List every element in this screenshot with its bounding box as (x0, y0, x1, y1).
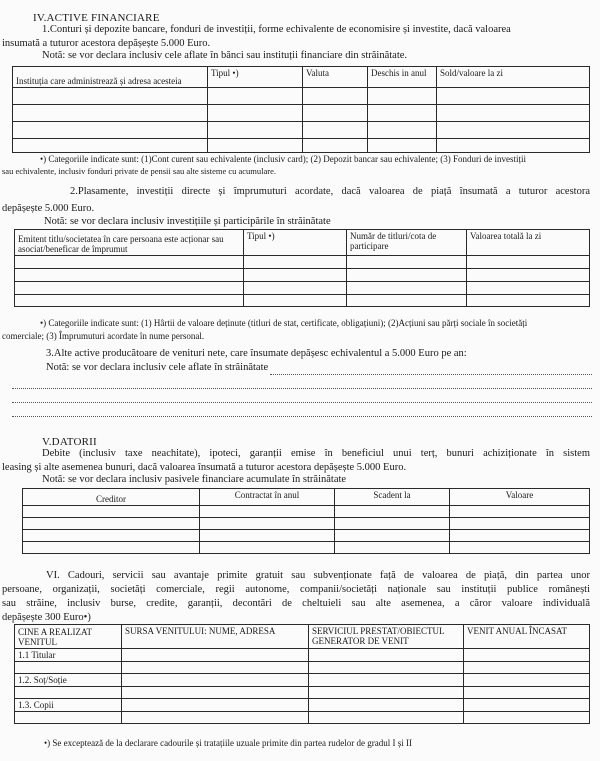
section-iv-p2-note: Notă: se vor declara inclusiv investițiile și participările în străinătate (44, 216, 331, 227)
table-row (15, 687, 590, 699)
input-cell[interactable] (23, 518, 200, 530)
gifts-table (14, 624, 590, 724)
table2-footnote-line2: comerciale; (3) Împrumuturi acordate în nume personal. (2, 331, 205, 341)
input-cell[interactable] (23, 542, 200, 554)
table-row (23, 530, 590, 542)
table-header-row (15, 230, 590, 256)
table-row (13, 122, 590, 139)
input-cell[interactable] (122, 674, 309, 687)
col-header-annual-income: VENIT ANUAL ÎNCASAT (464, 625, 590, 649)
row-label-empty (15, 687, 122, 699)
input-cell[interactable] (464, 687, 590, 699)
table-row (23, 542, 590, 554)
section-iv-p3-note: Notă: se vor declara inclusiv cele aflate în străinătate (46, 362, 269, 373)
input-cell[interactable] (368, 105, 437, 122)
input-cell[interactable] (309, 687, 464, 699)
col-header-total-value: Valoarea totală la zi (467, 230, 590, 256)
table1-footnote-line1: •) Categoriile indicate sunt: (1)Cont curent sau echivalente (inclusiv card); (2) Depozit bancar sau echivalente; (3) Fonduri de investiții (40, 154, 526, 164)
input-cell[interactable] (368, 88, 437, 105)
table-row (13, 139, 590, 153)
section-iv-p3-line1: 3.Alte active producătoare de venituri nete, care însumate depășesc echivalentul a 5.000 Euro pe an: (46, 348, 467, 359)
input-cell[interactable] (309, 662, 464, 674)
table2-footnote-line1: •) Categoriile indicate sunt: (1) Hârtii de valoare deținute (titluri de stat, certificate, obligațiuni); (2)Acțiuni sau părți sociale în societăți (40, 318, 528, 328)
input-cell[interactable] (309, 712, 464, 724)
dotted-input-line[interactable] (12, 416, 592, 417)
col-header-currency: Valuta (303, 67, 368, 88)
input-cell[interactable] (450, 530, 590, 542)
input-cell[interactable] (303, 105, 368, 122)
col-header-issuer: Emitent titlu/societatea în care persoana este acționar sau asociat/beneficar de împrumut (15, 230, 244, 256)
table-header-row (13, 67, 590, 88)
input-cell[interactable] (13, 122, 208, 139)
table-row (23, 518, 590, 530)
input-cell[interactable] (200, 506, 335, 518)
dotted-input-line[interactable] (12, 388, 592, 389)
row-label-empty (15, 662, 122, 674)
input-cell[interactable] (244, 269, 347, 282)
input-cell[interactable] (23, 530, 200, 542)
input-cell[interactable] (15, 269, 244, 282)
row-label-titular: 1.1 Titular (15, 649, 122, 662)
input-cell[interactable] (208, 105, 303, 122)
input-cell[interactable] (208, 88, 303, 105)
table1-footnote-line2: sau echivalente, inclusiv fonduri private de pensii sau alte sisteme cu acumulare. (2, 166, 277, 176)
table-row (15, 712, 590, 724)
col-header-service: SERVICIUL PRESTAT/OBIECTUL GENERATOR DE VENIT (309, 625, 464, 649)
col-header-contracted-year: Contractat în anul (200, 489, 335, 506)
section-vi-p-line1: VI. Cadouri, servicii sau avantaje primite gratuit sau subvenționate față de valoarea de piață, din partea unor (46, 570, 590, 581)
col-header-balance: Sold/valoare la zi (437, 67, 590, 88)
section-vi-p-line3: sau străine, inclusiv burse, credite, garanții, decontări de cheltuieli sau alte asemenea, a căror valoare individuală (2, 598, 590, 609)
financial-accounts-table (12, 66, 590, 153)
input-cell[interactable] (122, 649, 309, 662)
section-iv-p2-line2: depășește 5.000 Euro. (2, 203, 95, 214)
table-row (15, 662, 590, 674)
table-row (15, 674, 590, 687)
input-cell[interactable] (464, 712, 590, 724)
input-cell[interactable] (464, 674, 590, 687)
input-cell[interactable] (368, 122, 437, 139)
col-header-source: SURSA VENITULUI: NUME, ADRESA (122, 625, 309, 649)
debts-table (22, 488, 590, 554)
input-cell[interactable] (335, 530, 450, 542)
table-row (13, 105, 590, 122)
section-iv-p1-line1: 1.Conturi și depozite bancare, fonduri de investiții, forme echivalente de economisire și investite, dacă valoarea (42, 24, 511, 35)
table-row (15, 649, 590, 662)
input-cell[interactable] (303, 88, 368, 105)
col-header-value: Valoare (450, 489, 590, 506)
section-vi-footnote: •) Se exceptează de la declarare cadourile și tratațiile uzuale primite din partea rudelor de gradul I și II (44, 738, 412, 748)
input-cell[interactable] (335, 518, 450, 530)
input-cell[interactable] (244, 295, 347, 307)
section-v-p-line1: Debite (inclusiv taxe neachitate), ipoteci, garanții emise în beneficiul unui terț, bunuri achiziționate în sistem (42, 448, 590, 459)
col-header-due-date: Scadent la (335, 489, 450, 506)
section-iv-p1-note: Notă: se vor declara inclusiv cele aflate în bănci sau instituții financiare din străinătate. (42, 50, 408, 61)
table-row (15, 269, 590, 282)
input-cell[interactable] (450, 506, 590, 518)
col-header-type: Tipul •) (208, 67, 303, 88)
input-cell[interactable] (309, 699, 464, 712)
input-cell[interactable] (437, 88, 590, 105)
col-header-shares: Număr de titluri/cota de participare (347, 230, 467, 256)
input-cell[interactable] (15, 295, 244, 307)
input-cell[interactable] (464, 699, 590, 712)
col-header-creditor: Creditor (23, 489, 200, 506)
input-cell[interactable] (15, 256, 244, 269)
input-cell[interactable] (347, 295, 467, 307)
input-cell[interactable] (464, 649, 590, 662)
section-iv-p2-line1: 2.Plasamente, investiții directe și împrumuturi acordate, dacă valoarea de piață însumată a tuturor acestora (70, 186, 590, 197)
table-row (15, 282, 590, 295)
section-v-p-note: Notă: se vor declara inclusiv pasivele financiare acumulate în străinătate (42, 474, 347, 485)
input-cell[interactable] (309, 649, 464, 662)
input-cell[interactable] (368, 139, 437, 153)
input-cell[interactable] (13, 139, 208, 153)
input-cell[interactable] (244, 256, 347, 269)
input-cell[interactable] (122, 712, 309, 724)
input-cell[interactable] (303, 122, 368, 139)
input-cell[interactable] (244, 282, 347, 295)
dotted-input-line[interactable] (12, 402, 592, 403)
col-header-institution: Instituția care administrează și adresa acesteia (13, 67, 208, 88)
input-cell[interactable] (467, 269, 590, 282)
input-cell[interactable] (467, 295, 590, 307)
row-label-spouse: 1.2. Soț/Soție (15, 674, 122, 687)
input-cell[interactable] (23, 506, 200, 518)
table-row (15, 699, 590, 712)
input-cell[interactable] (464, 662, 590, 674)
input-cell[interactable] (450, 542, 590, 554)
input-cell[interactable] (347, 282, 467, 295)
input-cell[interactable] (347, 256, 467, 269)
input-cell[interactable] (437, 122, 590, 139)
row-label-empty (15, 712, 122, 724)
section-v-p-line2: leasing și alte asemenea bunuri, dacă valoarea însumată a tuturor acestora depășește 5.000 Euro. (2, 462, 407, 473)
col-header-who: CINE A REALIZAT VENITUL (15, 625, 122, 649)
input-cell[interactable] (335, 506, 450, 518)
input-cell[interactable] (15, 282, 244, 295)
table-row (15, 295, 590, 307)
input-cell[interactable] (335, 542, 450, 554)
section-vi-p-line2: persoane, organizații, societăți comerciale, regii autonome, companii/societăți naționale sau instituții publice românești (2, 584, 590, 595)
input-cell[interactable] (437, 139, 590, 153)
section-vi-p-line4: depășește 300 Euro•) (2, 612, 91, 623)
input-cell[interactable] (122, 687, 309, 699)
input-cell[interactable] (200, 518, 335, 530)
input-cell[interactable] (200, 530, 335, 542)
input-cell[interactable] (13, 105, 208, 122)
input-cell[interactable] (450, 518, 590, 530)
dotted-input-line[interactable] (270, 374, 592, 375)
input-cell[interactable] (347, 269, 467, 282)
input-cell[interactable] (208, 139, 303, 153)
section-iv-p1-line2: insumată a tuturor acestora depășește 5.000 Euro. (2, 38, 211, 49)
col-header-opened-year: Deschis in anul (368, 67, 437, 88)
table-header-row (23, 489, 590, 506)
table-row (23, 506, 590, 518)
table-row (15, 256, 590, 269)
section-v-title: V.DATORII (42, 436, 97, 448)
table-row (13, 88, 590, 105)
input-cell[interactable] (122, 699, 309, 712)
table-header-row (15, 625, 590, 649)
input-cell[interactable] (467, 282, 590, 295)
input-cell[interactable] (309, 674, 464, 687)
row-label-children: 1.3. Copii (15, 699, 122, 712)
section-iv-title: IV.ACTIVE FINANCIARE (33, 12, 160, 24)
input-cell[interactable] (200, 542, 335, 554)
input-cell[interactable] (437, 105, 590, 122)
input-cell[interactable] (467, 256, 590, 269)
investments-table (14, 229, 590, 307)
col-header-type: Tipul •) (244, 230, 347, 256)
input-cell[interactable] (122, 662, 309, 674)
input-cell[interactable] (13, 88, 208, 105)
input-cell[interactable] (303, 139, 368, 153)
input-cell[interactable] (208, 122, 303, 139)
